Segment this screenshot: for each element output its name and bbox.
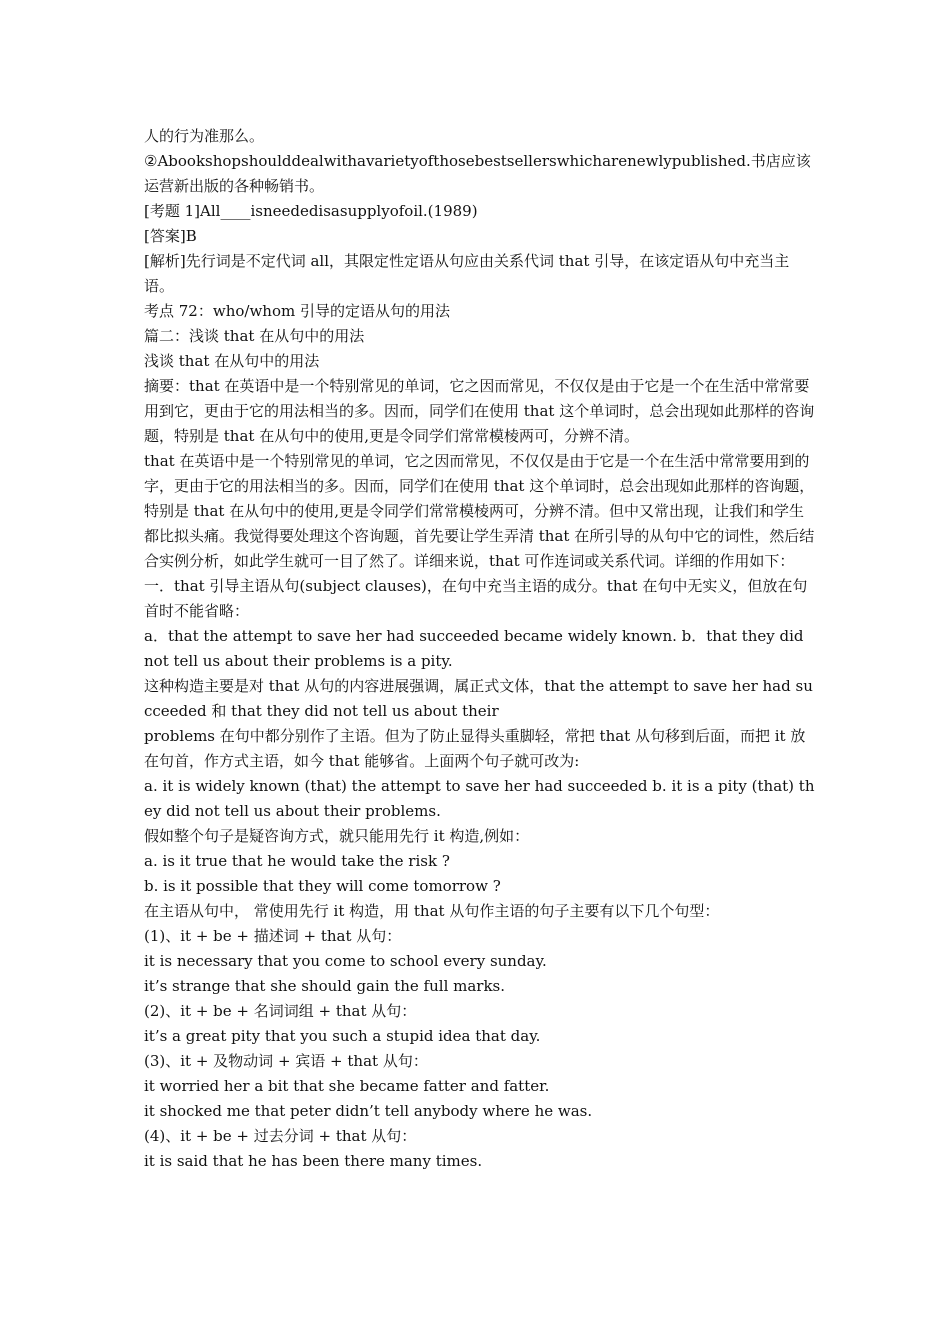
example-sentence: it is necessary that you come to school every sunday. — [144, 952, 547, 970]
pattern-heading: (3)、it + 及物动词 + 宾语 + that 从句： — [144, 1052, 428, 1070]
paragraph: [答案]B — [144, 227, 197, 245]
paragraph: [考题 1]All____isneededisasupplyofoil.(1989) — [144, 202, 478, 220]
paragraph: 这种构造主要是对 that 从句的内容进展强调，属正式文体，that the attempt to save her had succeeded 和 that they did not tell us about their — [144, 677, 813, 720]
example-sentence: a. it is widely known (that) the attempt to save her had succeeded b. it is a pity (that) they did not tell us about their problems. — [144, 777, 815, 820]
example-sentence: b. is it possible that they will come tomorrow ? — [144, 877, 501, 895]
paragraph: 人的行为准那么。 — [144, 127, 265, 145]
paragraph: 在主语从句中， 常使用先行 it 构造，用 that 从句作主语的句子主要有以下几个句型： — [144, 902, 720, 920]
paragraph: [解析]先行词是不定代词 all，其限定性定语从句应由关系代词 that 引导，在该定语从句中充当主语。 — [144, 252, 790, 295]
paragraph: that 在英语中是一个特别常见的单词，它之因而常见，不仅仅是由于它是一个在生活中常常要用到的字，更由于它的用法相当的多。因而，同学们在使用 that 这个单词时，总会出现如此那样的咨询题，特别是 that 在从句中的使用,更是令同学们常常模棱两可，分辨不清。但中又常出现，让我们和学生都比拟头痛。我觉得要处理这个咨询题，首先要让学生弄清 that 在所引导的从句中它的词性，然后结合实例分析，如此学生就可一目了然了。详细来说，that 可作连词或关系代词。详细的作用如下： — [144, 452, 815, 570]
paragraph: ②Abookshopshoulddealwithavarietyofthosebestsellerswhicharenewlypublished.书店应该运营新出版的各种畅销书。 — [144, 152, 811, 195]
pattern-heading: (4)、it + be + 过去分词 + that 从句： — [144, 1127, 417, 1145]
article-title: 浅谈 that 在从句中的用法 — [144, 352, 320, 370]
pattern-heading: (2)、it + be + 名词词组 + that 从句： — [144, 1002, 417, 1020]
section-heading: 考点 72：who/whom 引导的定语从句的用法 — [144, 302, 450, 320]
example-sentence: it is said that he has been there many times. — [144, 1152, 483, 1170]
section-heading: 篇二：浅谈 that 在从句中的用法 — [144, 327, 365, 345]
paragraph: 假如整个句子是疑咨询方式，就只能用先行 it 构造,例如： — [144, 827, 530, 845]
paragraph: problems 在句中都分别作了主语。但为了防止显得头重脚轻，常把 that 从句移到后面，而把 it 放在句首，作方式主语，如今 that 能够省。上面两个句子就可改为: — [144, 727, 806, 770]
example-sentence: a．that the attempt to save her had succeeded became widely known. b．that they did not tell us about their problems is a pity. — [144, 627, 804, 670]
example-sentence: it’s strange that she should gain the full marks. — [144, 977, 506, 995]
pattern-heading: (1)、it + be + 描述词 + that 从句： — [144, 927, 402, 945]
example-sentence: it shocked me that peter didn’t tell anybody where he was. — [144, 1102, 593, 1120]
abstract: 摘要：that 在英语中是一个特别常见的单词，它之因而常见，不仅仅是由于它是一个在生活中常常要用到它，更由于它的用法相当的多。因而，同学们在使用 that 这个单词时，总会出现如此那样的咨询题，特别是 that 在从句中的使用,更是令同学们常常模棱两可，分辨不清。 — [144, 377, 815, 445]
paragraph: 一．that 引导主语从句(subject clauses)，在句中充当主语的成分。that 在句中无实义，但放在句首时不能省略： — [144, 577, 808, 620]
example-sentence: it’s a great pity that you such a stupid idea that day. — [144, 1027, 541, 1045]
example-sentence: it worried her a bit that she became fatter and fatter. — [144, 1077, 550, 1095]
document-body — [144, 124, 816, 1174]
example-sentence: a. is it true that he would take the risk ? — [144, 852, 450, 870]
